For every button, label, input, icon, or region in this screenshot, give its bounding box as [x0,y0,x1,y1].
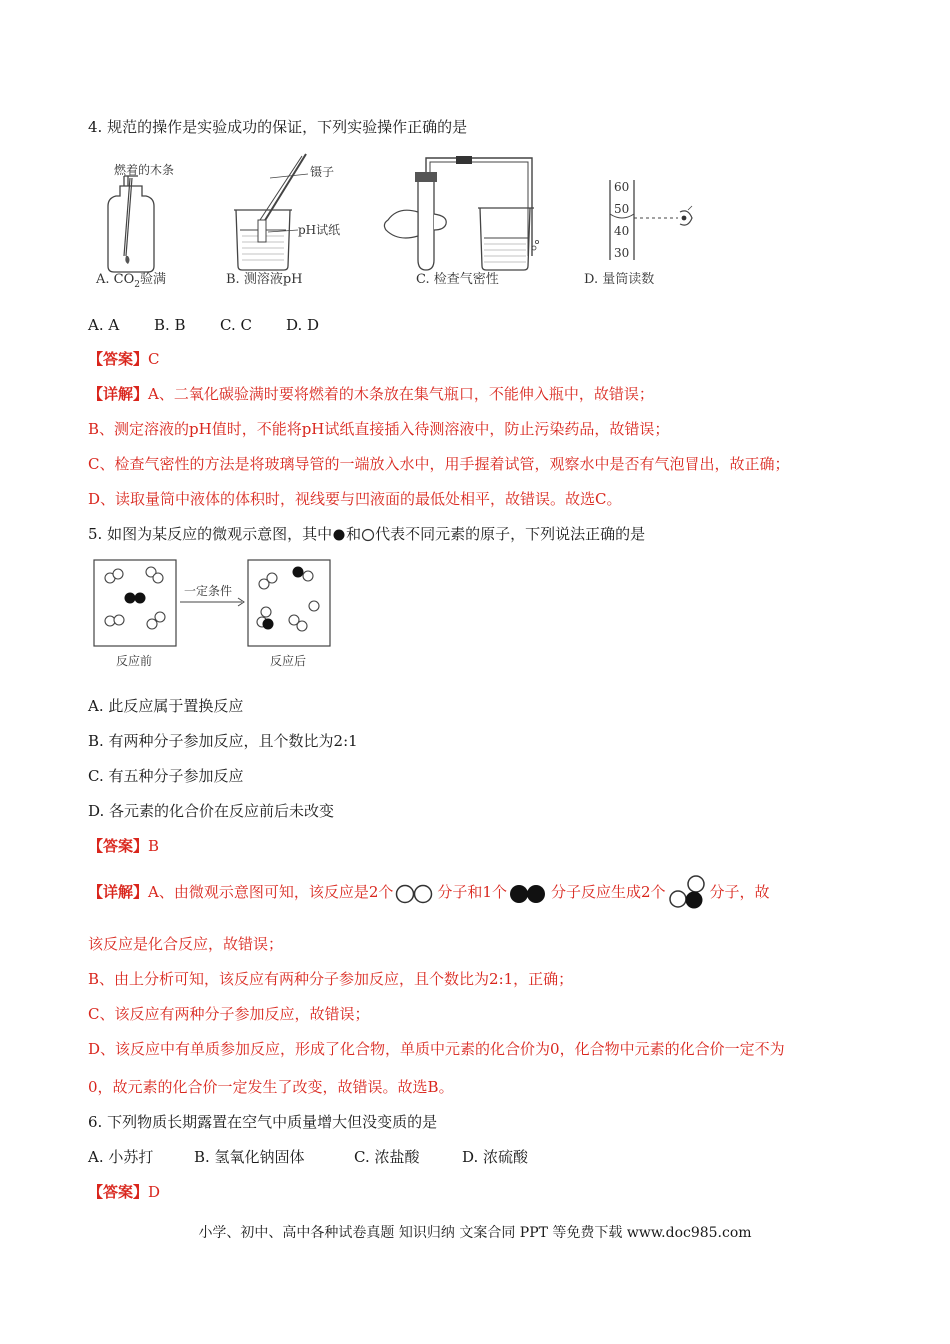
q5-detail-3: B、由上分析可知，该反应有两种分子参加反应，且个数比为2:1，正确； [88,970,574,988]
fig-b-top-label: 镊子 [310,165,335,179]
q4-option-d: D. D [286,316,320,334]
cylinder-reading-figure [610,180,692,260]
q5-option-b: B. 有两种分子参加反应，且个数比为2:1 [88,732,358,750]
airtight-check-figure [384,156,538,270]
q4-detail-4: D、读取量筒中液体的体积时，视线要与凹液面的最低处相平，故错误。故选C。 [88,490,622,508]
arrow-condition-label: 一定条件 [184,584,233,598]
q5-detail-6: 0，故元素的化合价一定发生了改变，故错误。故选B。 [88,1078,454,1096]
after-label: 反应后 [270,654,307,668]
q5-option-a: A. 此反应属于置换反应 [88,697,244,715]
q4-answer: 【答案】C [88,350,160,368]
q4-option-a: A. A [88,316,120,334]
eye-icon [682,216,687,221]
cyl-tick-50: 50 [614,202,630,216]
before-box [94,560,176,646]
ph-test-figure [234,154,340,270]
q4-detail-3: C、检查气密性的方法是将玻璃导管的一端放入水中，用手握着试管，观察水中是否有气泡冒出，故正确； [88,455,790,473]
cyl-tick-30: 30 [614,246,630,260]
q5-option-d: D. 各元素的化合价在反应前后未改变 [88,802,335,820]
q6-stem: 6. 下列物质长期露置在空气中质量增大但没变质的是 [88,1113,438,1131]
co2-bottle-figure [108,162,174,272]
q4-detail-1: 【详解】A、二氧化碳验满时要将燃着的木条放在集气瓶口，不能伸入瓶中，故错误； [88,385,654,403]
q5-detail-4: C、该反应有两种分子参加反应，故错误； [88,1005,370,1023]
q5-detail-1: 【详解】A、由微观示意图可知，该反应是2个 分子和1个 分子反应生成2个 分子，故 [88,874,770,910]
cyl-tick-60: 60 [614,180,630,194]
q4-detail-2: B、测定溶液的pH值时，不能将pH试纸直接插入待测溶液中，防止污染药品，故错误； [88,420,670,438]
q4-options [88,315,319,335]
before-label: 反应前 [116,654,153,668]
q5-answer: 【答案】B [88,837,160,855]
q4-option-c: C. C [220,316,252,334]
white-molecule-icon [393,882,437,904]
fig-a-top-label: 燃着的木条 [114,163,175,177]
q5-option-c: C. 有五种分子参加反应 [88,767,244,785]
q5-stem: 5. 如图为某反应的微观示意图，其中 和 代表不同元素的原子，下列说法正确的是 [88,525,646,543]
q6-option-d: D. 浓硫酸 [462,1148,529,1166]
q5-detail-5: D、该反应中有单质参加反应，形成了化合物，单质中元素的化合价为0，化合物中元素的化合价一定不为 [88,1040,785,1058]
q6-answer: 【答案】D [88,1183,161,1201]
fig-b-caption: B. 测溶液pH [226,272,303,287]
q6-option-b: B. 氢氧化钠固体 [194,1148,305,1166]
product-molecule-icon [666,875,710,911]
q6-options [88,1147,528,1167]
black-atom-icon [332,528,346,542]
page-footer: 小学、初中、高中各种试卷真题 知识归纳 文案合同 PPT 等免费下载 www.doc985.com [198,1225,752,1241]
q6-option-c: C. 浓盐酸 [354,1148,420,1166]
q6-option-a: A. 小苏打 [88,1148,154,1166]
black-molecule-icon [507,882,551,904]
q5-detail-2: 该反应是化合反应，故错误； [88,935,284,953]
fig-a-caption: A. $CO_2$验满 [96,272,167,290]
q5-reaction-diagram [88,556,338,674]
q4-figure [88,148,708,298]
white-atom-icon [361,528,375,542]
cyl-tick-40: 40 [614,224,630,238]
fig-d-caption: D. 量筒读数 [584,272,655,287]
q4-option-b: B. B [154,316,186,334]
fig-b-side-label: pH试纸 [298,223,341,237]
q4-stem: 4. 规范的操作是实验成功的保证，下列实验操作正确的是 [88,118,468,136]
fig-c-caption: C. 检查气密性 [416,272,499,287]
